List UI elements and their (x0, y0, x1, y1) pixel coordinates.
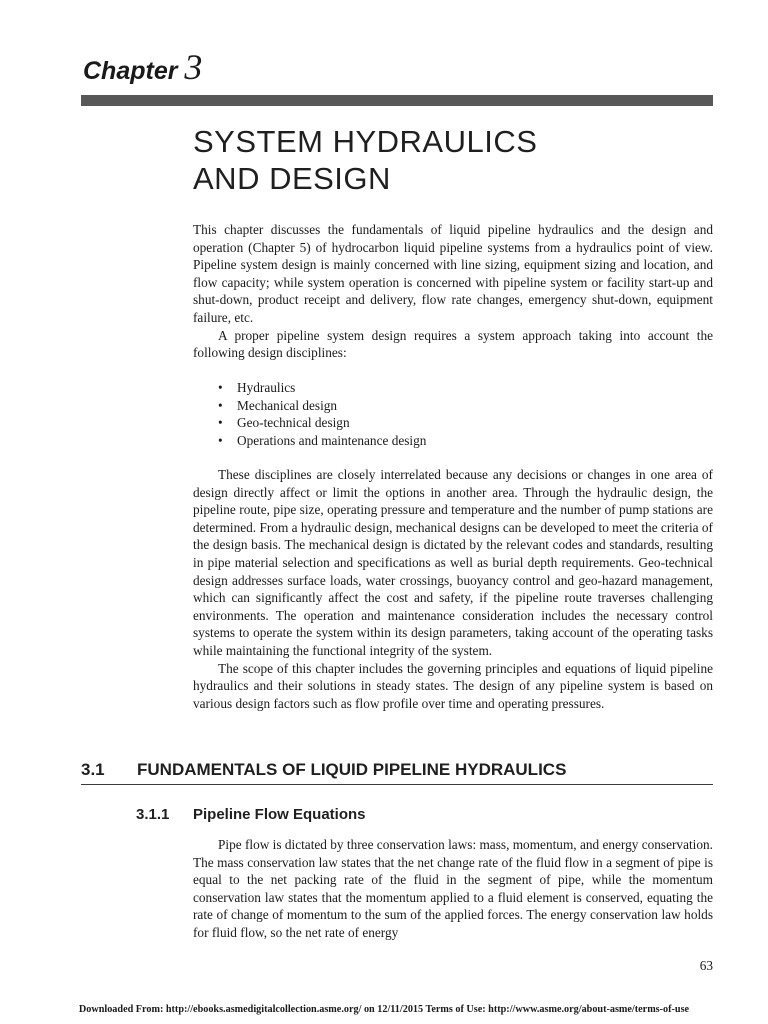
page-number: 63 (699, 958, 713, 973)
flow-paragraph: Pipe flow is dictated by three conservation laws: mass, momentum, and energy conservation. The mass conservation law states that the net change rate of the fluid flow in a segment of pipe is equal to the net packing rate of the fluid in the segment of pipe, while the momentum conservation law states that the momentum applied to a fluid element is conserved, equating the rate of change of momentum to the sum of the applied forces. The energy conservation law holds for fluid flow, so the net rate of energy (193, 837, 713, 940)
chapter-number: 3 (184, 47, 203, 87)
section-heading (81, 760, 566, 780)
section-title: FUNDAMENTALS OF LIQUID PIPELINE HYDRAULICS (137, 760, 567, 779)
intro-text (193, 221, 713, 362)
chapter-label (83, 46, 202, 88)
discussion-paragraph-1: These disciplines are closely interrelated because any decisions or changes in one area of design directly affect or limit the options in another area. Through the hydraulic design, the pipeline route, pipe size, operating pressure and temperature and the number of pump stations are determined. From a hydraulic design, mechanical designs can be developed to meet the criteria of the design basis. The mechanical design is dictated by the relevant codes and standards, resulting in pipe material selection and specifications as well as burial depth requirements. Geo-technical design addresses surface loads, water crossings, buoyancy control and geo-hazard management, which can significantly affect the cost and safety, if the pipeline route traverses challenging environments. The operation and maintenance consideration includes the necessary control systems to operate the system within its design parameters, taking account of the operating tasks while maintaining the functional integrity of the system. (193, 467, 713, 658)
discussion-text (193, 466, 713, 712)
section-number: 3.1 (81, 760, 105, 779)
list-item: • Operations and maintenance design (218, 432, 426, 450)
discussion-paragraph-2: The scope of this chapter includes the governing principles and equations of liquid pipeline hydraulics and their solutions in steady states. The design of any pipeline system is based on various design factors such as flow profile over time and operating pressures. (193, 660, 713, 711)
list-item: • Geo-technical design (218, 414, 426, 432)
download-footer: Downloaded From: http://ebooks.asmedigitalcollection.asme.org/ on 12/11/2015 Terms of Use: http://www.asme.org/about-asme/terms-of-use (78, 1004, 690, 1015)
subsection-heading (136, 806, 366, 823)
chapter-divider-bar (81, 95, 713, 106)
intro-paragraph-1: This chapter discusses the fundamentals of liquid pipeline hydraulics and the design and operation (Chapter 5) of hydrocarbon liquid pipeline systems from a hydraulics point of view. Pipeline system design is mainly concerned with line sizing, equipment sizing and location, and flow capacity; while system operation is concerned with pipeline system or facility start-up and shut-down, product receipt and delivery, flow rate changes, emergency shut-down, equipment failure, etc. (193, 222, 713, 325)
chapter-word: Chapter (83, 57, 178, 85)
chapter-title-line-2: AND DESIGN (193, 161, 391, 196)
subsection-title: Pipeline Flow Equations (193, 806, 366, 823)
chapter-title-line-1: SYSTEM HYDRAULICS (193, 124, 538, 159)
intro-paragraph-2: A proper pipeline system design requires a system approach taking into account the following design disciplines: (193, 327, 713, 361)
section-rule (81, 784, 713, 785)
design-disciplines-list (218, 379, 426, 449)
chapter-title (193, 123, 537, 197)
list-item: • Hydraulics (218, 379, 426, 397)
list-item: • Mechanical design (218, 397, 426, 415)
subsection-number: 3.1.1 (136, 806, 170, 823)
flow-equations-text (193, 836, 713, 942)
